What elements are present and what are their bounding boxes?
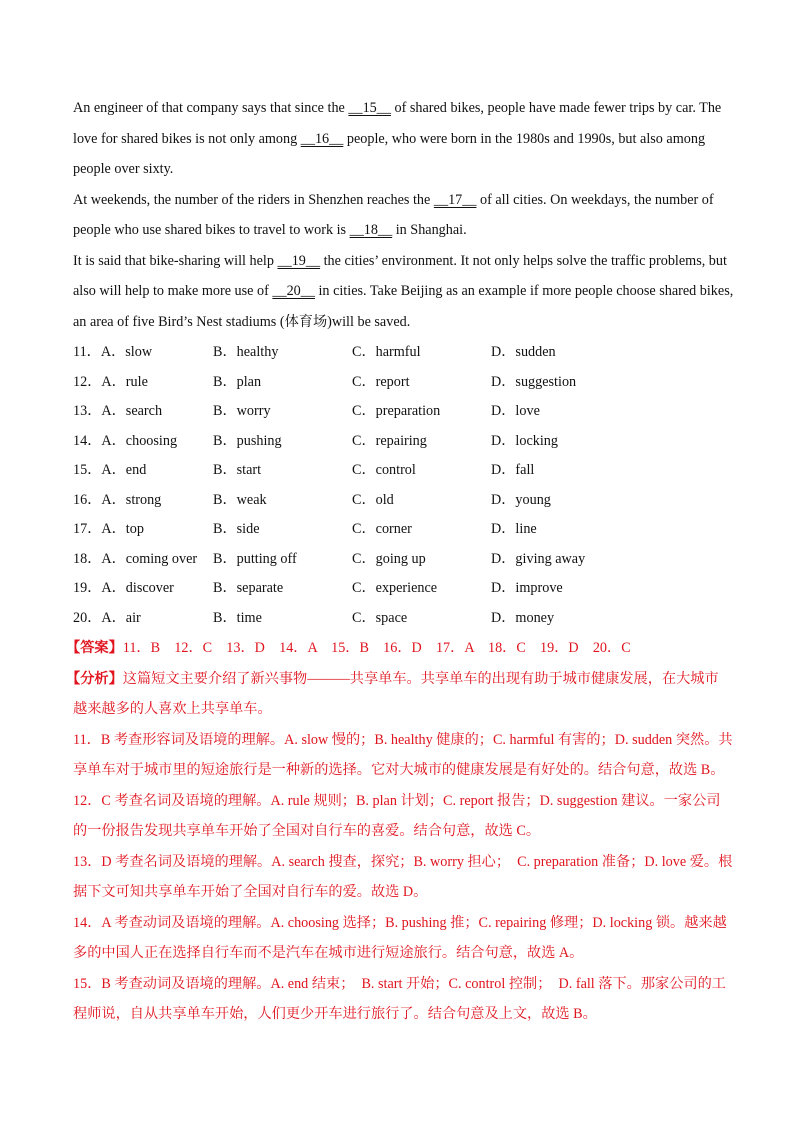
analysis-line: 越来越多的人喜欢上共享单车。 bbox=[73, 701, 272, 717]
answer-line bbox=[66, 633, 736, 664]
analysis-line: 多的中国人正在选择自行车而不是汽车在城市进行短途旅行。结合句意，故选 A。 bbox=[73, 945, 584, 961]
analysis-line: 14．A 考查动词及语境的理解。A. choosing 选择；B. pushing 推；C. repairing 修理；D. locking 锁。越来越 bbox=[73, 914, 727, 931]
analysis-line: 享单车对于城市里的短途旅行是一种新的选择。它对大城市的健康发展是有好处的。结合句意，故选 B。 bbox=[73, 762, 725, 778]
option-row-14: 14．A．choosing B．pushing C．repairing D．locking bbox=[73, 432, 558, 449]
passage-line: At weekends, the number of the riders in Shenzhen reaches the __17__ of all cities. On weekdays, the number of bbox=[73, 191, 714, 208]
passage-line: an area of five Bird’s Nest stadiums (体育场)will be saved. bbox=[73, 313, 411, 330]
passage-line: people who use shared bikes to travel to work is __18__ in Shanghai. bbox=[73, 222, 467, 238]
blank-17: __17__ bbox=[433, 191, 477, 208]
blank-16: __16__ bbox=[300, 130, 344, 147]
analysis-line: 程师说，自从共享单车开始，人们更少开车进行旅行了。结合句意及上文，故选 B。 bbox=[73, 1006, 597, 1022]
option-row-19: 19．A．discover B．separate C．experience D．improve bbox=[73, 580, 563, 596]
analysis-line: 11．B 考查形容词及语境的理解。A. slow 慢的；B. healthy 健康的；C. harmful 有害的；D. sudden 突然。共 bbox=[73, 731, 733, 748]
passage-line: also will help to make more use of __20__ in cities. Take Beijing as an example if more people choose shared bikes, bbox=[73, 283, 734, 299]
option-row-17: 17．A．top B．side C．corner D．line bbox=[73, 521, 537, 537]
option-row-15: 15．A．end B．start C．control D．fall bbox=[73, 462, 535, 478]
analysis-line: 12．C 考查名词及语境的理解。A. rule 规则；B. plan 计划；C. report 报告；D. suggestion 建议。一家公司 bbox=[73, 792, 721, 809]
option-row-11: 11．A．slow B．healthy C．harmful D．sudden bbox=[73, 344, 556, 360]
passage bbox=[73, 93, 733, 337]
passage-line: people over sixty. bbox=[73, 161, 174, 177]
analysis-tag: 【分析】 bbox=[66, 670, 123, 687]
analysis-line: 据下文可知共享单车开始了全国对自行车的爱。故选 D。 bbox=[73, 884, 428, 900]
analysis-line: 【分析】这篇短文主要介绍了新兴事物———共享单车。共享单车的出现有助于城市健康发展，在大城市 bbox=[66, 670, 719, 687]
answer-section bbox=[66, 633, 736, 1030]
answer-tag: 【答案】 bbox=[66, 640, 123, 656]
answer-key: 11．B 12．C 13．D 14．A 15．B 16．D 17．A 18．C 19．D 20．C bbox=[122, 640, 631, 656]
passage-line: It is said that bike-sharing will help __19__ the cities’ environment. It not only helps solve the traffic problems, but bbox=[73, 252, 727, 269]
passage-line: An engineer of that company says that since the __15__ of shared bikes, people have made fewer trips by car. The bbox=[73, 100, 722, 116]
blank-18: __18__ bbox=[349, 222, 393, 238]
analysis-line: 13．D 考查名词及语境的理解。A. search 搜查，探究；B. worry 担心； C. preparation 准备；D. love 爱。根 bbox=[73, 853, 733, 870]
option-row-12: 12．A．rule B．plan C．report D．suggestion bbox=[73, 373, 577, 390]
blank-15: __15__ bbox=[348, 100, 391, 116]
option-row-16: 16．A．strong B．weak C．old D．young bbox=[73, 491, 551, 508]
option-row-18: 18．A．coming over B．putting off C．going up D．giving away bbox=[73, 550, 586, 567]
blank-20: __20__ bbox=[272, 283, 315, 299]
analysis-line: 15．B 考查动词及语境的理解。A. end 结束； B. start 开始；C. control 控制； D. fall 落下。那家公司的工 bbox=[73, 975, 726, 992]
option-row-13: 13．A．search B．worry C．preparation D．love bbox=[73, 403, 540, 419]
passage-line: love for shared bikes is not only among __16__ people, who were born in the 1980s and 1990s, but also among bbox=[73, 130, 706, 147]
options-list bbox=[73, 338, 733, 633]
option-row-20: 20．A．air B．time C．space D．money bbox=[73, 609, 555, 626]
analysis-line: 的一份报告发现共享单车开始了全国对自行车的喜爱。结合句意，故选 C。 bbox=[73, 823, 541, 839]
blank-19: __19__ bbox=[277, 252, 321, 269]
